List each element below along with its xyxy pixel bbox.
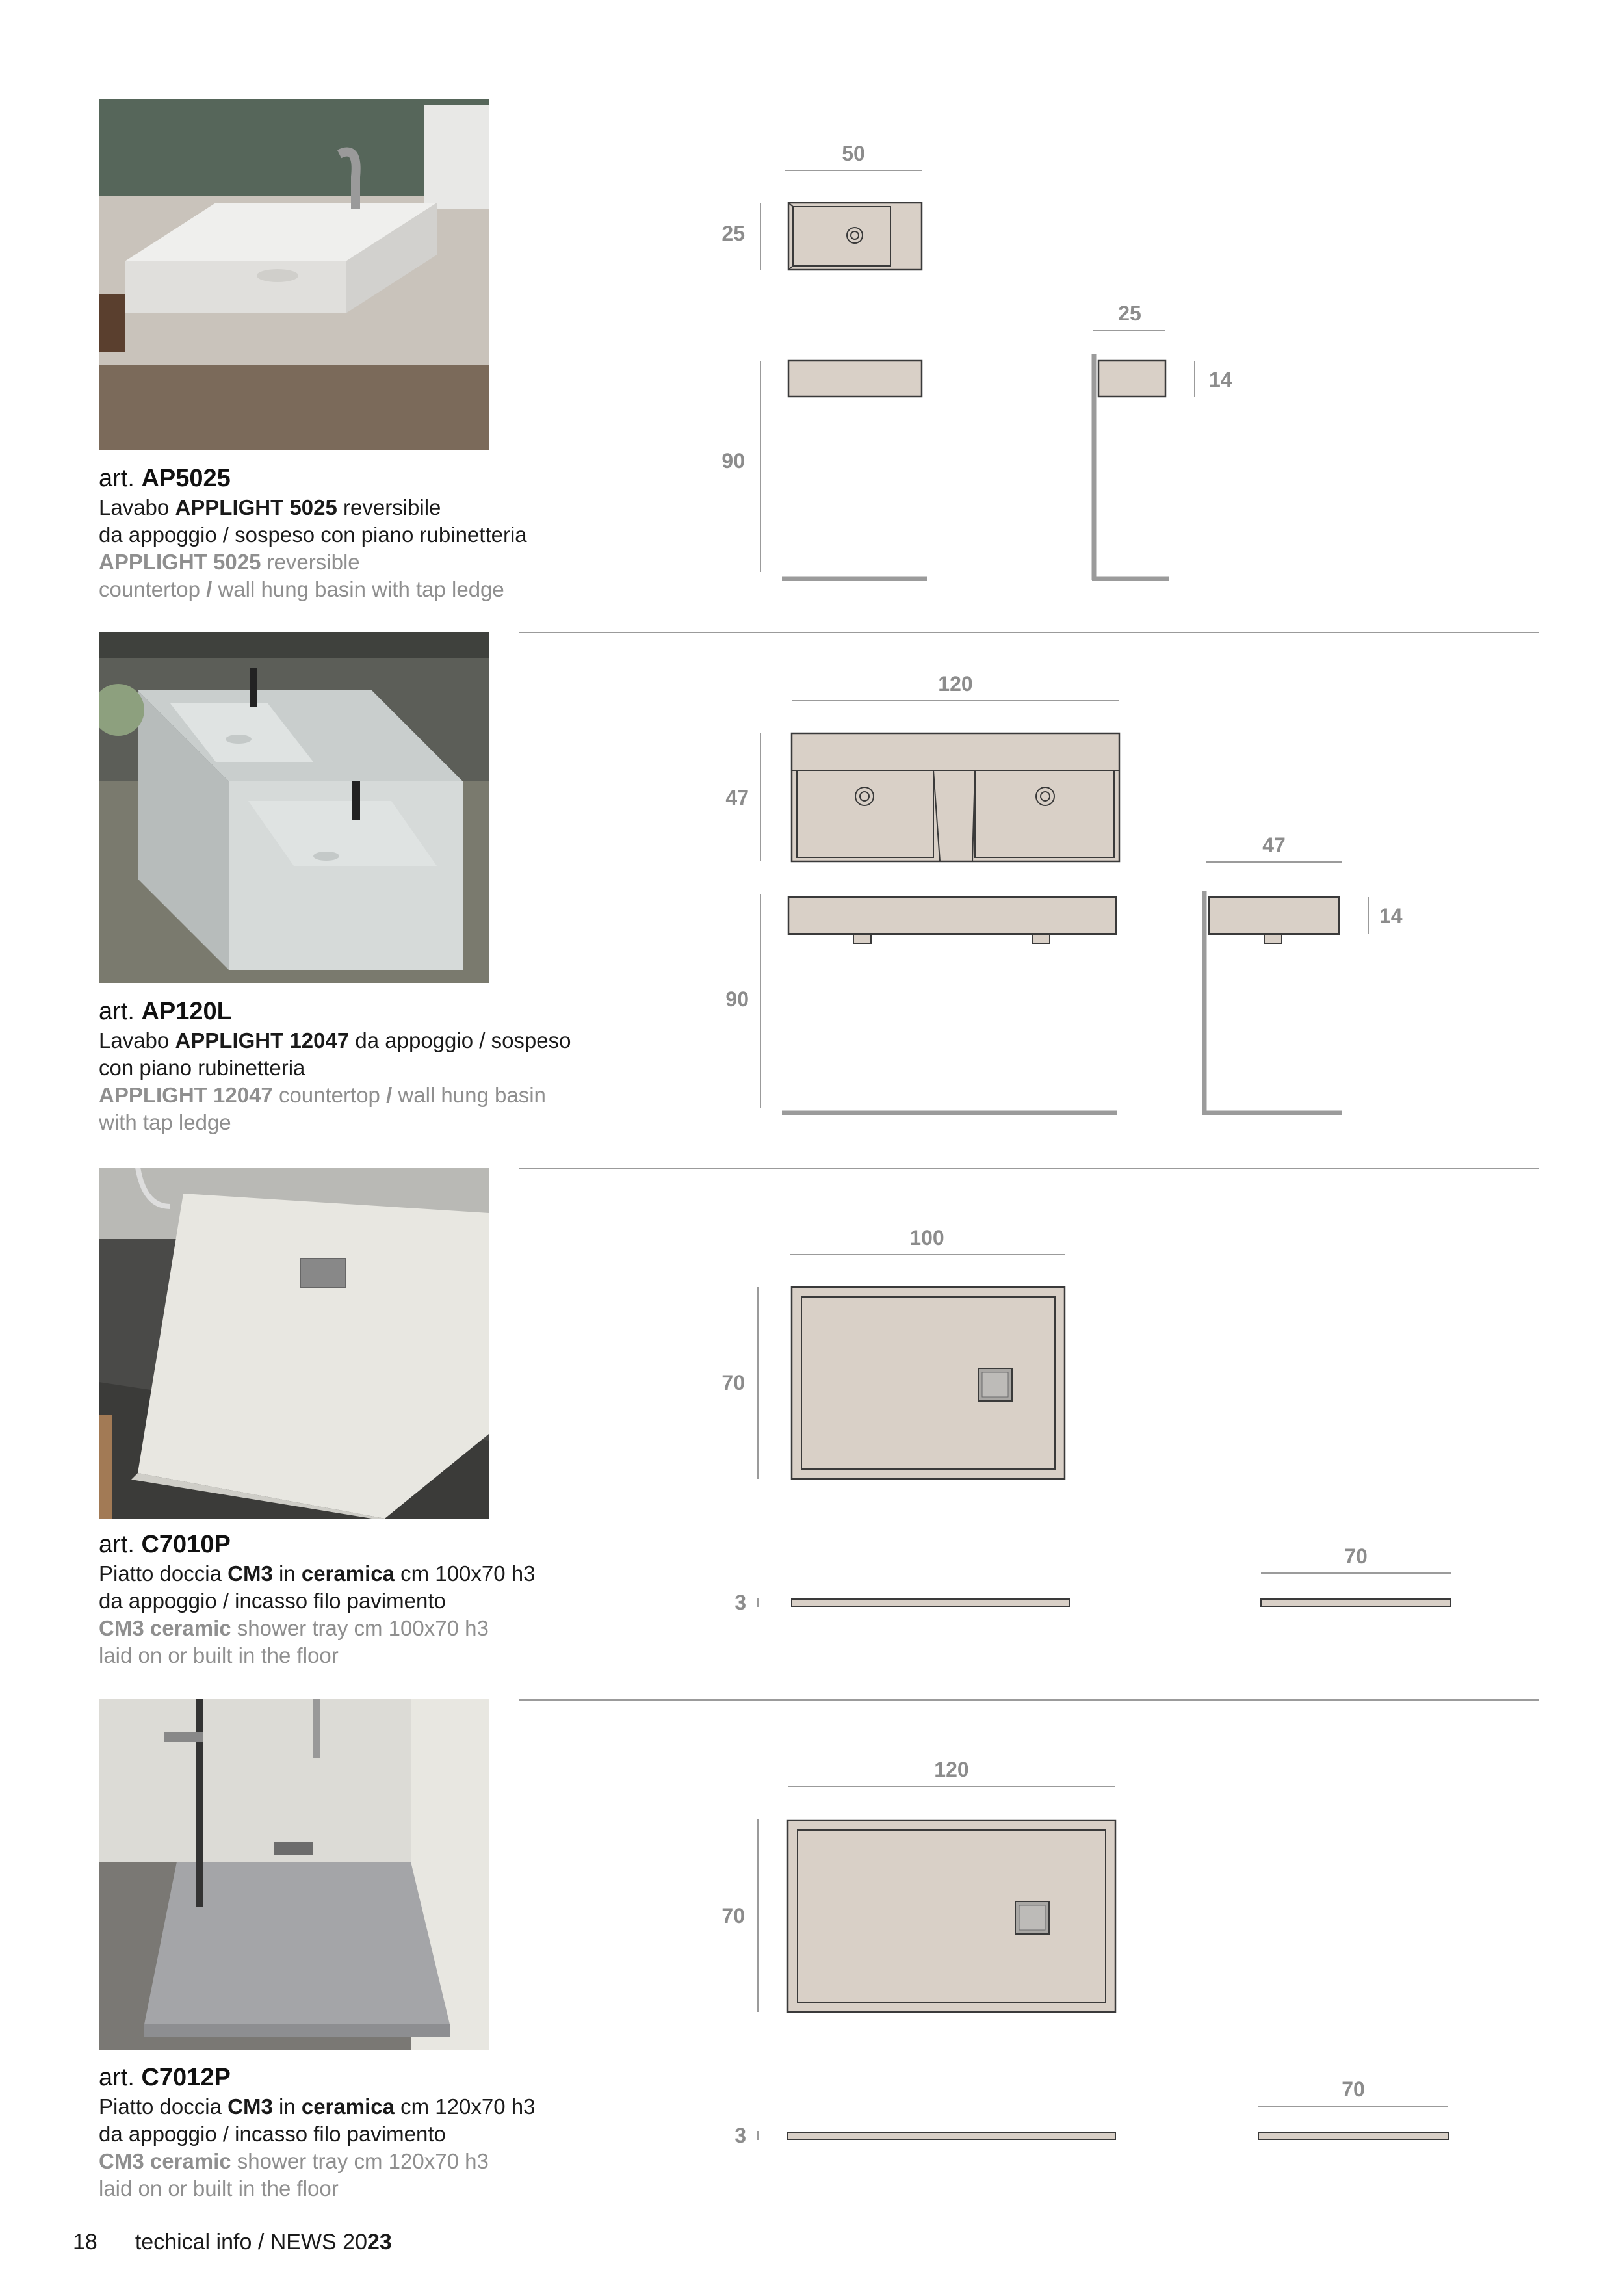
product-text-c7010p (99, 1529, 593, 1669)
article-code: art. C7010P (99, 1531, 231, 1558)
product-photo-c7012p (99, 1699, 489, 2050)
dim-height: 3 (734, 1591, 746, 1614)
technical-drawing-ap5025 (676, 130, 1560, 598)
dim-wall-height: 90 (725, 987, 749, 1011)
dim-side-depth: 70 (1344, 1545, 1368, 1568)
footer-year: 23 (367, 2230, 392, 2254)
dim-top-depth: 70 (721, 1904, 745, 1927)
dim-side-height: 14 (1379, 904, 1403, 928)
page-footer (73, 2230, 392, 2255)
description-italian: Piatto doccia CM3 in ceramica cm 120x70 h3 (99, 2094, 536, 2119)
dim-top-depth: 47 (725, 786, 749, 809)
footer-section: techical info (135, 2230, 252, 2254)
technical-drawing-c7012p (676, 1742, 1560, 2158)
dim-top-depth: 25 (721, 222, 745, 245)
article-code: art. C7012P (99, 2064, 231, 2091)
description-italian-line2: con piano rubinetteria (99, 1056, 305, 1080)
description-english: CM3 ceramic shower tray cm 120x70 h3 (99, 2149, 489, 2173)
dim-top-width: 100 (909, 1226, 944, 1249)
description-italian-line2: da appoggio / incasso filo pavimento (99, 2122, 446, 2146)
dim-height: 3 (734, 2124, 746, 2147)
dim-top-width: 120 (938, 672, 973, 696)
article-code: art. AP120L (99, 998, 232, 1025)
description-english: APPLIGHT 5025 reversible (99, 550, 360, 574)
dim-top-width: 120 (934, 1758, 969, 1781)
page-number: 18 (73, 2230, 97, 2254)
description-italian-line2: da appoggio / incasso filo pavimento (99, 1589, 446, 1613)
dim-side-depth: 70 (1342, 2078, 1365, 2101)
product-photo-c7010p (99, 1168, 489, 1519)
dim-side-height: 14 (1209, 368, 1232, 391)
product-text-ap5025 (99, 463, 593, 603)
article-code: art. AP5025 (99, 465, 231, 492)
footer-news: NEWS 20 (270, 2230, 367, 2254)
dim-side-depth: 47 (1262, 833, 1286, 857)
description-english-line2: countertop / wall hung basin with tap ledge (99, 577, 504, 601)
divider (519, 1168, 1539, 1169)
product-photo-ap120l (99, 632, 489, 983)
description-english: CM3 ceramic shower tray cm 100x70 h3 (99, 1616, 489, 1640)
footer-separator: / (252, 2230, 270, 2254)
description-english: APPLIGHT 12047 countertop / wall hung basin (99, 1083, 546, 1107)
technical-drawing-ap120l (676, 657, 1560, 1125)
dim-wall-height: 90 (721, 449, 745, 473)
product-text-c7012p (99, 2062, 593, 2202)
description-english-line2: with tap ledge (99, 1110, 231, 1134)
description-italian-line2: da appoggio / sospeso con piano rubinetteria (99, 523, 527, 547)
description-italian: Lavabo APPLIGHT 12047 da appoggio / sospeso (99, 1028, 571, 1052)
product-text-ap120l (99, 996, 593, 1136)
dim-top-width: 50 (842, 142, 865, 165)
product-photo-ap5025 (99, 99, 489, 450)
dim-top-depth: 70 (721, 1371, 745, 1394)
description-italian: Piatto doccia CM3 in ceramica cm 100x70 h3 (99, 1561, 536, 1585)
description-english-line2: laid on or built in the floor (99, 1643, 339, 1667)
dim-side-depth: 25 (1118, 302, 1141, 325)
divider (519, 1699, 1539, 1701)
description-english-line2: laid on or built in the floor (99, 2176, 339, 2200)
description-italian: Lavabo APPLIGHT 5025 reversibile (99, 495, 441, 519)
technical-drawing-c7010p (676, 1209, 1560, 1625)
divider (519, 632, 1539, 633)
